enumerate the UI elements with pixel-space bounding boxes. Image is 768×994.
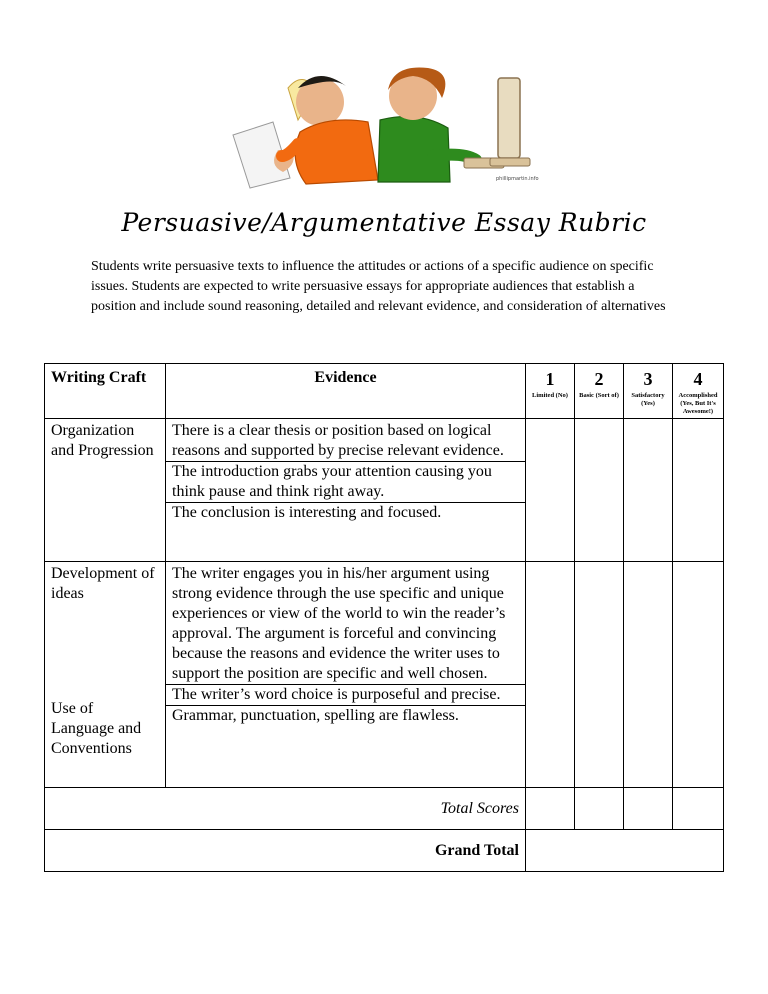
craft-development-language <box>45 562 166 788</box>
rubric-table <box>44 363 724 872</box>
evidence-organization <box>166 419 526 562</box>
grand-total-row <box>45 830 724 872</box>
score-cell[interactable] <box>575 419 624 562</box>
craft-language: Use of Language and Conventions <box>51 700 142 757</box>
evidence-development <box>166 562 526 788</box>
score-cell[interactable] <box>575 562 624 788</box>
table-row <box>45 562 724 788</box>
craft-organization: Organization and Progression <box>45 419 166 562</box>
evidence-line: The writer’s word choice is purposeful and precise. <box>166 685 525 706</box>
students-writing-clipart <box>228 60 548 190</box>
total-cell[interactable] <box>624 788 673 830</box>
total-scores-label: Total Scores <box>45 788 526 830</box>
evidence-line: The writer engages you in his/her argument using strong evidence through the use specific and unique experiences or view of the world to win the reader’s approval. The argument is forceful and convincing because the reasons and evidence the writer uses to support the position are specific and well chosen. <box>166 564 525 685</box>
grand-total-label: Grand Total <box>45 830 526 872</box>
header-row <box>45 364 724 419</box>
grand-total-cell[interactable] <box>526 830 724 872</box>
total-cell[interactable] <box>526 788 575 830</box>
evidence-line: There is a clear thesis or position based on logical reasons and supported by precise relevant evidence. <box>166 421 525 462</box>
evidence-line: The conclusion is interesting and focused. <box>172 504 442 521</box>
evidence-line: The introduction grabs your attention causing you think pause and think right away. <box>166 462 525 503</box>
header-writing-craft: Writing Craft <box>45 364 166 419</box>
score-cell[interactable] <box>526 419 575 562</box>
evidence-line: Grammar, punctuation, spelling are flawless. <box>172 707 459 724</box>
score-header-2: 2 Basic (Sort of) <box>575 364 624 419</box>
intro-paragraph: Students write persuasive texts to influence the attitudes or actions of a specific audience on specific issues. Students are expected to write persuasive essays for appropriate audiences that establish a position and include sound reasoning, detailed and relevant evidence, and consideration of alternatives <box>91 259 666 314</box>
score-cell[interactable] <box>673 419 724 562</box>
score-cell[interactable] <box>624 562 673 788</box>
score-cell[interactable] <box>526 562 575 788</box>
score-cell[interactable] <box>673 562 724 788</box>
total-cell[interactable] <box>673 788 724 830</box>
header-evidence: Evidence <box>166 364 526 419</box>
score-header-1: 1 Limited (No) <box>526 364 575 419</box>
total-cell[interactable] <box>575 788 624 830</box>
craft-development: Development of ideas <box>51 565 155 602</box>
table-row <box>45 419 724 562</box>
page-title: Persuasive/Argumentative Essay Rubric <box>121 208 647 237</box>
score-header-3: 3 Satisfactory (Yes) <box>624 364 673 419</box>
total-row <box>45 788 724 830</box>
score-header-4: 4 Accomplished (Yes, But It's Awesome!) <box>673 364 724 419</box>
score-cell[interactable] <box>624 419 673 562</box>
clipart-credit: phillipmartin.info <box>496 176 539 182</box>
